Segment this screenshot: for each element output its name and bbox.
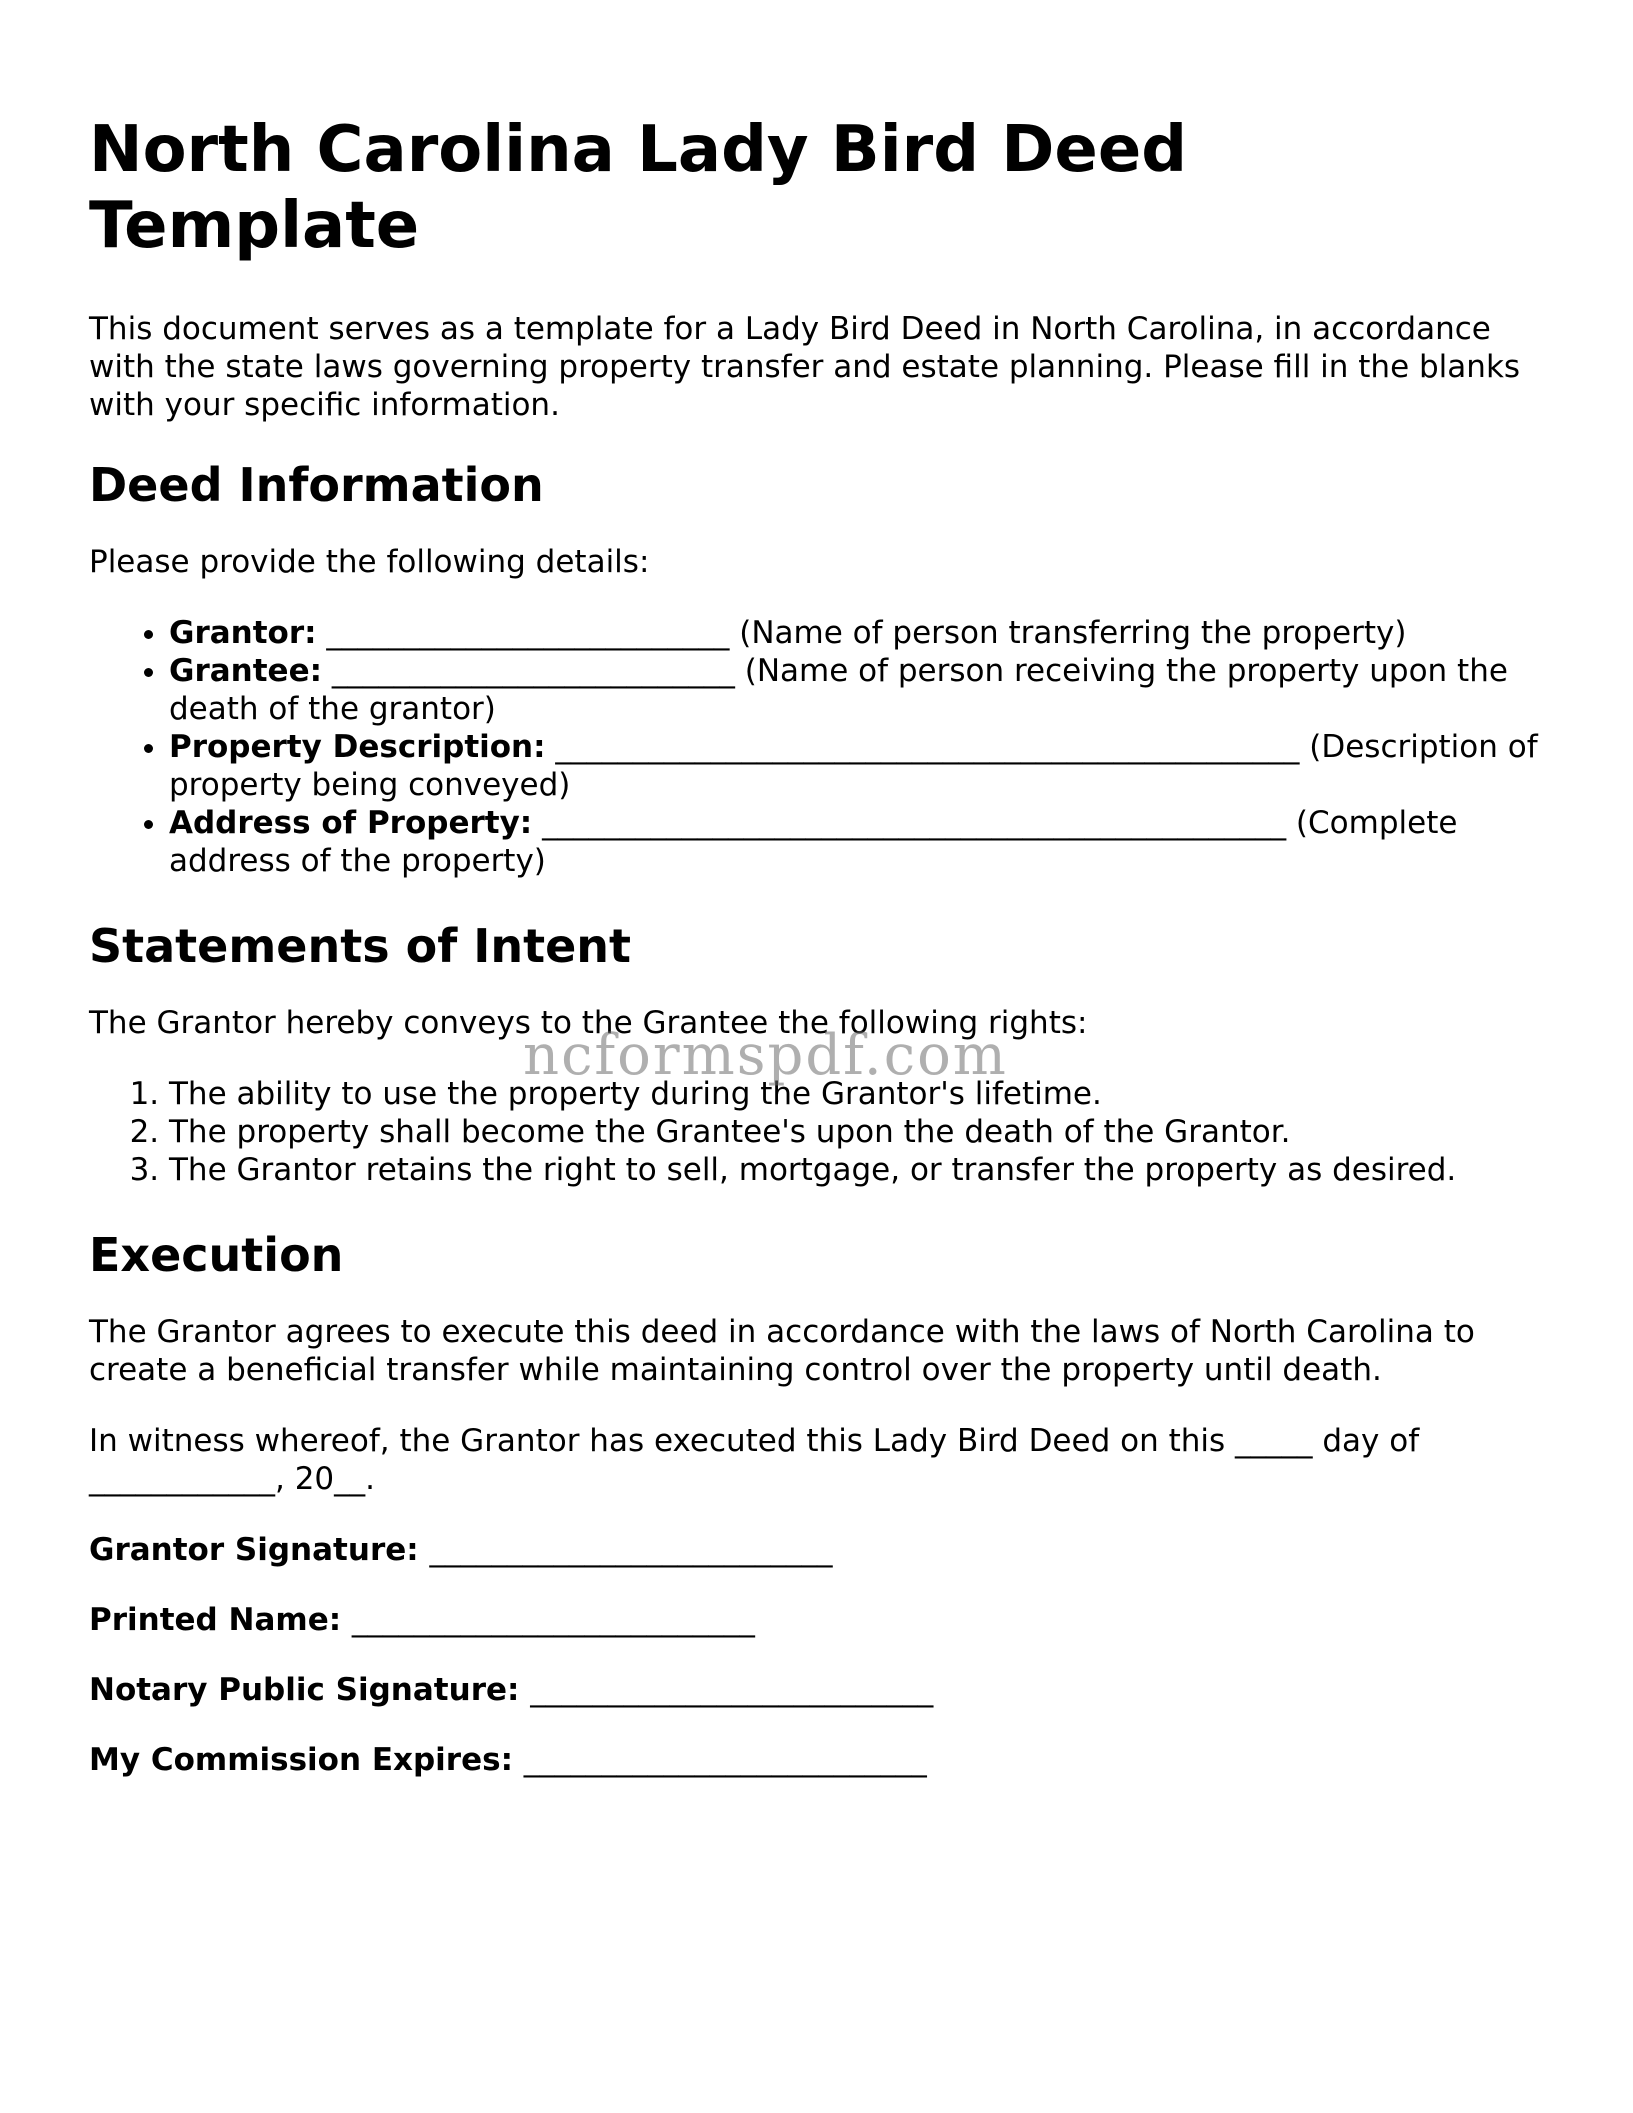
statements-prompt: The Grantor hereby conveys to the Grantee the following rights:	[89, 1005, 1088, 1041]
blank-line: __________________________	[429, 1532, 833, 1568]
notary-signature-line	[89, 1671, 1549, 1709]
list-item: 3. The Grantor retains the right to sell, mortgage, or transfer the property as desired.	[169, 1151, 1549, 1189]
commission-expires-line	[89, 1741, 1549, 1779]
deed-information-heading: Deed Information	[89, 458, 544, 512]
field-note: (Name of person receiving the property upon the death of the grantor)	[169, 653, 1508, 727]
list-item: 2. The property shall become the Grantee's upon the death of the Grantor.	[169, 1113, 1549, 1151]
deed-information-prompt: Please provide the following details:	[89, 544, 650, 580]
field-label: Address of Property:	[169, 805, 533, 841]
grantor-signature-line	[89, 1531, 1549, 1569]
witness-paragraph: In witness whereof, the Grantor has executed this Lady Bird Deed on this _____ day of ____________, 20__.	[89, 1423, 1420, 1497]
list-item-grantor	[169, 614, 1549, 652]
blank-line: ________________________________________________	[555, 729, 1300, 765]
watermark: ncformspdf.com	[523, 1023, 1008, 1088]
execution-paragraph: The Grantor agrees to execute this deed in accordance with the laws of North Carolina to create a beneficial transfer while maintaining control over the property until death.	[89, 1314, 1475, 1388]
list-item-address	[169, 804, 1549, 880]
signature-label: My Commission Expires:	[89, 1742, 513, 1778]
blank-line: __________________________	[331, 653, 735, 689]
signature-label: Printed Name:	[89, 1602, 342, 1638]
field-note: (Complete address of the property)	[169, 805, 1458, 879]
blank-line: ________________________________________________	[542, 805, 1287, 841]
page-title: North Carolina Lady Bird Deed Template	[89, 113, 1188, 263]
statements-list	[89, 1075, 1549, 1189]
blank-line: __________________________	[530, 1672, 934, 1708]
list-item: 1. The ability to use the property during the Grantor's lifetime.	[169, 1075, 1549, 1113]
deed-information-list	[89, 614, 1549, 880]
signature-label: Notary Public Signature:	[89, 1672, 520, 1708]
blank-line: __________________________	[326, 615, 730, 651]
field-label: Grantor:	[169, 615, 317, 651]
field-label: Property Description:	[169, 729, 546, 765]
signature-label: Grantor Signature:	[89, 1532, 419, 1568]
document-page	[89, 112, 1549, 1811]
printed-name-line	[89, 1601, 1549, 1639]
blank-line: __________________________	[351, 1602, 755, 1638]
list-item-grantee	[169, 652, 1549, 728]
field-note: (Description of property being conveyed)	[169, 729, 1538, 803]
statements-heading: Statements of Intent	[89, 919, 632, 973]
execution-heading: Execution	[89, 1228, 344, 1282]
field-note: (Name of person transferring the property)	[739, 615, 1407, 651]
field-label: Grantee:	[169, 653, 322, 689]
blank-line: __________________________	[523, 1742, 927, 1778]
list-item-property-description	[169, 728, 1549, 804]
intro-paragraph: This document serves as a template for a Lady Bird Deed in North Carolina, in accordance with the state laws governing property transfer and estate planning. Please fill in the blanks with your specific information.	[89, 311, 1521, 423]
